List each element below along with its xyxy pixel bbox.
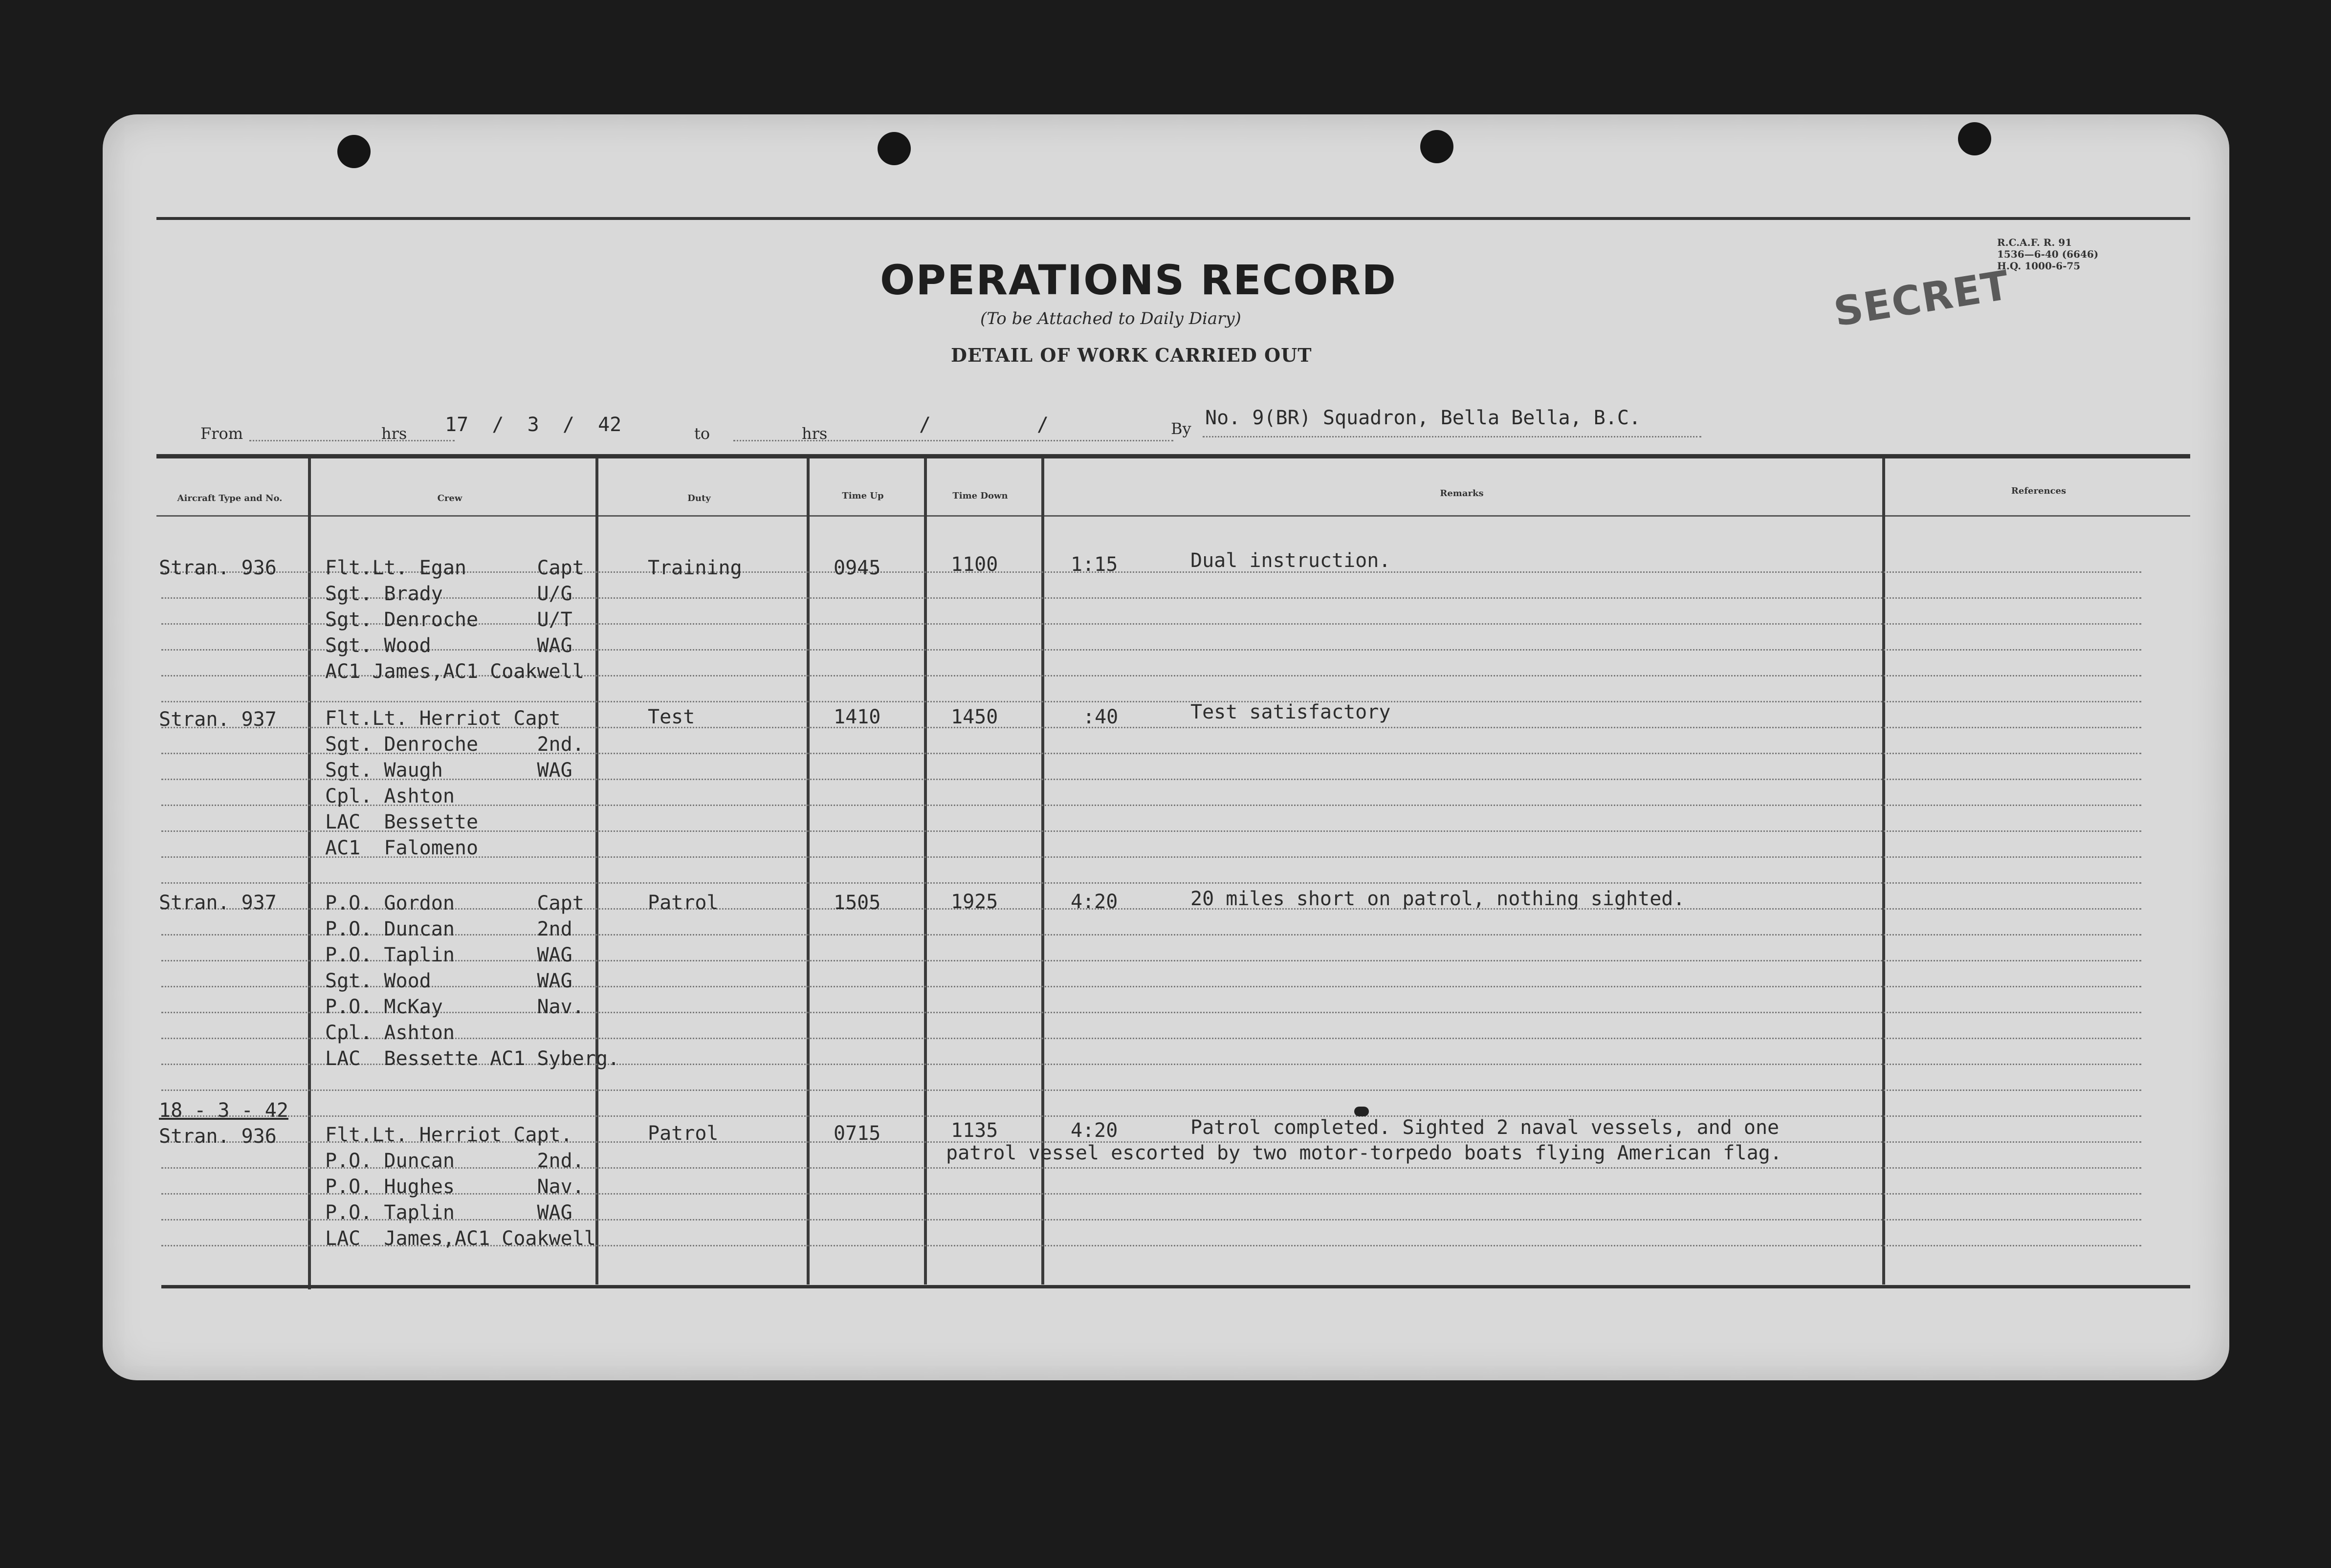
remarks-cell-continued: patrol vessel escorted by two motor-torpedo boats flying American flag. bbox=[946, 1142, 1782, 1164]
remarks-cell: 20 miles short on patrol, nothing sighted. bbox=[1190, 888, 1685, 910]
time-up-cell: 1505 bbox=[834, 892, 881, 914]
table-top-rule bbox=[156, 454, 2190, 458]
hrs-label-2: hrs bbox=[802, 424, 828, 443]
crew-member: Sgt. Wood WAG bbox=[325, 634, 572, 657]
from-label: From bbox=[200, 424, 243, 443]
crew-member: Flt.Lt. Herriot Capt bbox=[325, 707, 561, 730]
crew-cell bbox=[325, 891, 619, 1072]
crew-member: Cpl. Ashton bbox=[325, 1022, 455, 1044]
crew-member: Cpl. Ashton bbox=[325, 785, 455, 807]
remarks-cell: Patrol completed. Sighted 2 naval vessels, and one bbox=[1190, 1116, 1780, 1139]
col-time-down: Time Down bbox=[952, 491, 1008, 501]
crew-member: P.O. Taplin WAG bbox=[325, 1201, 572, 1224]
col-divider bbox=[1882, 458, 1885, 1285]
crew-member: Sgt. Brady U/G bbox=[325, 583, 572, 605]
crew-cell bbox=[325, 1122, 596, 1252]
crew-member: AC1 James,AC1 Coakwell bbox=[325, 660, 584, 683]
time-down-cell: 1135 bbox=[951, 1119, 998, 1142]
punch-hole bbox=[878, 132, 911, 165]
time-down-cell: 1925 bbox=[951, 891, 998, 913]
duration-cell: 4:20 bbox=[1071, 891, 1118, 913]
crew-member: Flt.Lt. Herriot Capt. bbox=[325, 1124, 572, 1146]
col-divider bbox=[595, 458, 598, 1285]
by-label: By bbox=[1171, 419, 1191, 438]
duration-cell: 1:15 bbox=[1071, 553, 1118, 576]
aircraft-cell: Stran. 937 bbox=[159, 708, 277, 731]
duration-cell: 4:20 bbox=[1071, 1119, 1118, 1142]
date-cell: 18 - 3 - 42 bbox=[159, 1099, 288, 1122]
col-divider bbox=[924, 458, 927, 1285]
crew-member: P.O. Duncan 2nd. bbox=[325, 1150, 584, 1172]
duty-cell: Patrol bbox=[648, 1122, 719, 1145]
col-crew: Crew bbox=[437, 493, 462, 503]
crew-member: AC1 Falomeno bbox=[325, 837, 479, 859]
fill-line bbox=[249, 440, 455, 441]
crew-member: P.O. McKay Nav. bbox=[325, 996, 584, 1018]
ruled-line bbox=[161, 1089, 2141, 1091]
crew-member: Sgt. Waugh WAG bbox=[325, 759, 572, 782]
crew-member: LAC James,AC1 Coakwell bbox=[325, 1227, 596, 1250]
time-up-cell: 0715 bbox=[834, 1122, 881, 1145]
duty-cell: Test bbox=[648, 706, 695, 728]
time-up-cell: 1410 bbox=[834, 706, 881, 728]
operations-record-form bbox=[103, 114, 2229, 1380]
crew-member: P.O. Duncan 2nd bbox=[325, 918, 572, 940]
punch-hole bbox=[337, 135, 371, 168]
duty-cell: Training bbox=[648, 557, 742, 579]
unit-name: No. 9(BR) Squadron, Bella Bella, B.C. bbox=[1205, 407, 1641, 429]
col-remarks: Remarks bbox=[1440, 488, 1484, 499]
aircraft-cell: Stran. 936 bbox=[159, 1125, 277, 1148]
remarks-cell: Test satisfactory bbox=[1190, 701, 1391, 723]
form-number: R.C.A.F. R. 91 1536—6-40 (6646) H.Q. 1000-6-75 bbox=[1997, 237, 2099, 272]
col-duty: Duty bbox=[687, 493, 711, 503]
fill-line bbox=[1203, 436, 1701, 437]
col-divider bbox=[308, 458, 311, 1289]
crew-member: P.O. Gordon Capt bbox=[325, 892, 584, 915]
time-up-cell: 0945 bbox=[834, 557, 881, 579]
to-label: to bbox=[694, 424, 710, 443]
form-detail-heading: DETAIL OF WORK CARRIED OUT bbox=[951, 344, 1312, 366]
col-time-up: Time Up bbox=[842, 491, 884, 501]
form-subtitle: (To be Attached to Daily Diary) bbox=[980, 309, 1241, 328]
bottom-rule bbox=[161, 1285, 2190, 1288]
remarks-cell: Dual instruction. bbox=[1190, 549, 1391, 572]
duty-cell: Patrol bbox=[648, 892, 719, 914]
ruled-line bbox=[161, 1115, 2141, 1117]
crew-member: P.O. Hughes Nav. bbox=[325, 1176, 584, 1198]
form-title: OPERATIONS RECORD bbox=[880, 256, 1397, 304]
crew-member: Sgt. Denroche 2nd. bbox=[325, 733, 584, 756]
crew-cell bbox=[325, 706, 584, 861]
secret-stamp: SECRET bbox=[1830, 262, 2013, 336]
crew-member: Flt.Lt. Egan Capt bbox=[325, 557, 584, 579]
aircraft-cell: Stran. 936 bbox=[159, 557, 277, 579]
date-from: 17 / 3 / 42 bbox=[445, 414, 622, 436]
hrs-label: hrs bbox=[381, 424, 407, 443]
crew-member: Sgt. Wood WAG bbox=[325, 970, 572, 992]
crew-member: P.O. Taplin WAG bbox=[325, 944, 572, 966]
top-rule bbox=[156, 217, 2190, 220]
date-to: / / bbox=[919, 414, 1049, 436]
crew-cell bbox=[325, 555, 584, 685]
col-references: References bbox=[2011, 486, 2067, 496]
fill-line bbox=[733, 440, 1173, 441]
pencil-mark bbox=[1354, 1107, 1369, 1116]
ruled-line bbox=[161, 701, 2141, 702]
punch-hole bbox=[1958, 122, 1991, 155]
crew-member: Sgt. Denroche U/T bbox=[325, 609, 572, 631]
punch-hole bbox=[1420, 130, 1453, 163]
crew-member: LAC Bessette AC1 Syberg. bbox=[325, 1047, 620, 1070]
col-aircraft: Aircraft Type and No. bbox=[177, 493, 283, 503]
aircraft-cell: Stran. 937 bbox=[159, 892, 277, 914]
header-rule bbox=[156, 515, 2190, 517]
duration-cell: :40 bbox=[1083, 706, 1119, 728]
ruled-line bbox=[161, 882, 2141, 884]
time-down-cell: 1450 bbox=[951, 706, 998, 728]
col-divider bbox=[807, 458, 810, 1285]
time-down-cell: 1100 bbox=[951, 553, 998, 576]
crew-member: LAC Bessette bbox=[325, 811, 479, 833]
